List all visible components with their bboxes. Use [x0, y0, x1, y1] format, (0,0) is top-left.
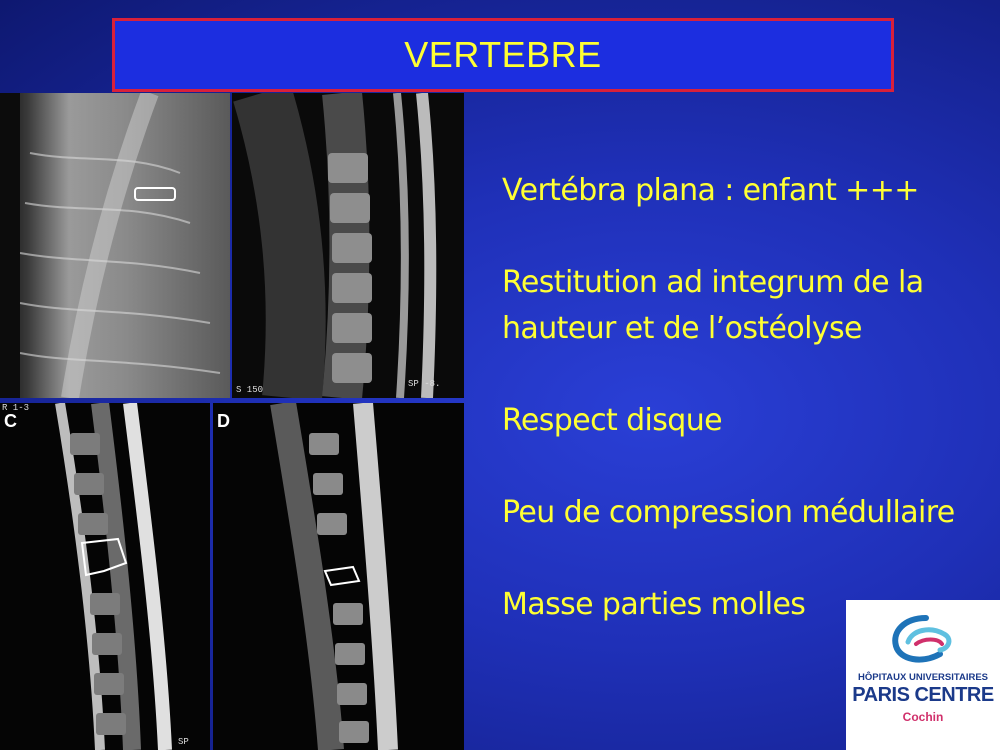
bullet-item: Vertébra plana : enfant +++ — [502, 173, 919, 208]
bullet-item: Restitution ad integrum de la hauteur et de l’ostéolyse — [502, 265, 924, 346]
logo-swirl-icon — [886, 612, 960, 668]
panel-c-corner: R 1-3 — [2, 403, 30, 413]
title-box — [112, 18, 894, 92]
mri-image-c — [0, 403, 210, 750]
bullet-item: Masse parties molles — [502, 587, 806, 622]
panel-d-letter: D — [217, 411, 230, 431]
slide-title: VERTEBRE — [404, 34, 602, 75]
bullet-item: Respect disque — [502, 403, 722, 438]
panel-c-bottom: SP — [178, 737, 189, 747]
hospital-logo — [846, 600, 1000, 750]
mri-image-b — [232, 93, 464, 398]
logo-line2: PARIS CENTRE — [852, 684, 994, 706]
logo-line3: Cochin — [902, 710, 944, 724]
mri-image-d — [213, 403, 464, 750]
bullet-item: Peu de compression médullaire — [502, 495, 955, 530]
xray-image — [0, 93, 230, 398]
mri-panel-d — [213, 403, 464, 750]
panel-c-letter: C — [4, 411, 17, 431]
mri-panel-b — [232, 93, 464, 398]
panel-b-label-right: SP -8. — [408, 379, 441, 389]
logo-line1: HÔPITAUX UNIVERSITAIRES — [857, 672, 989, 683]
mri-panel-c — [0, 403, 210, 750]
panel-b-label-left: S 150 — [236, 385, 264, 395]
xray-panel — [0, 93, 230, 398]
